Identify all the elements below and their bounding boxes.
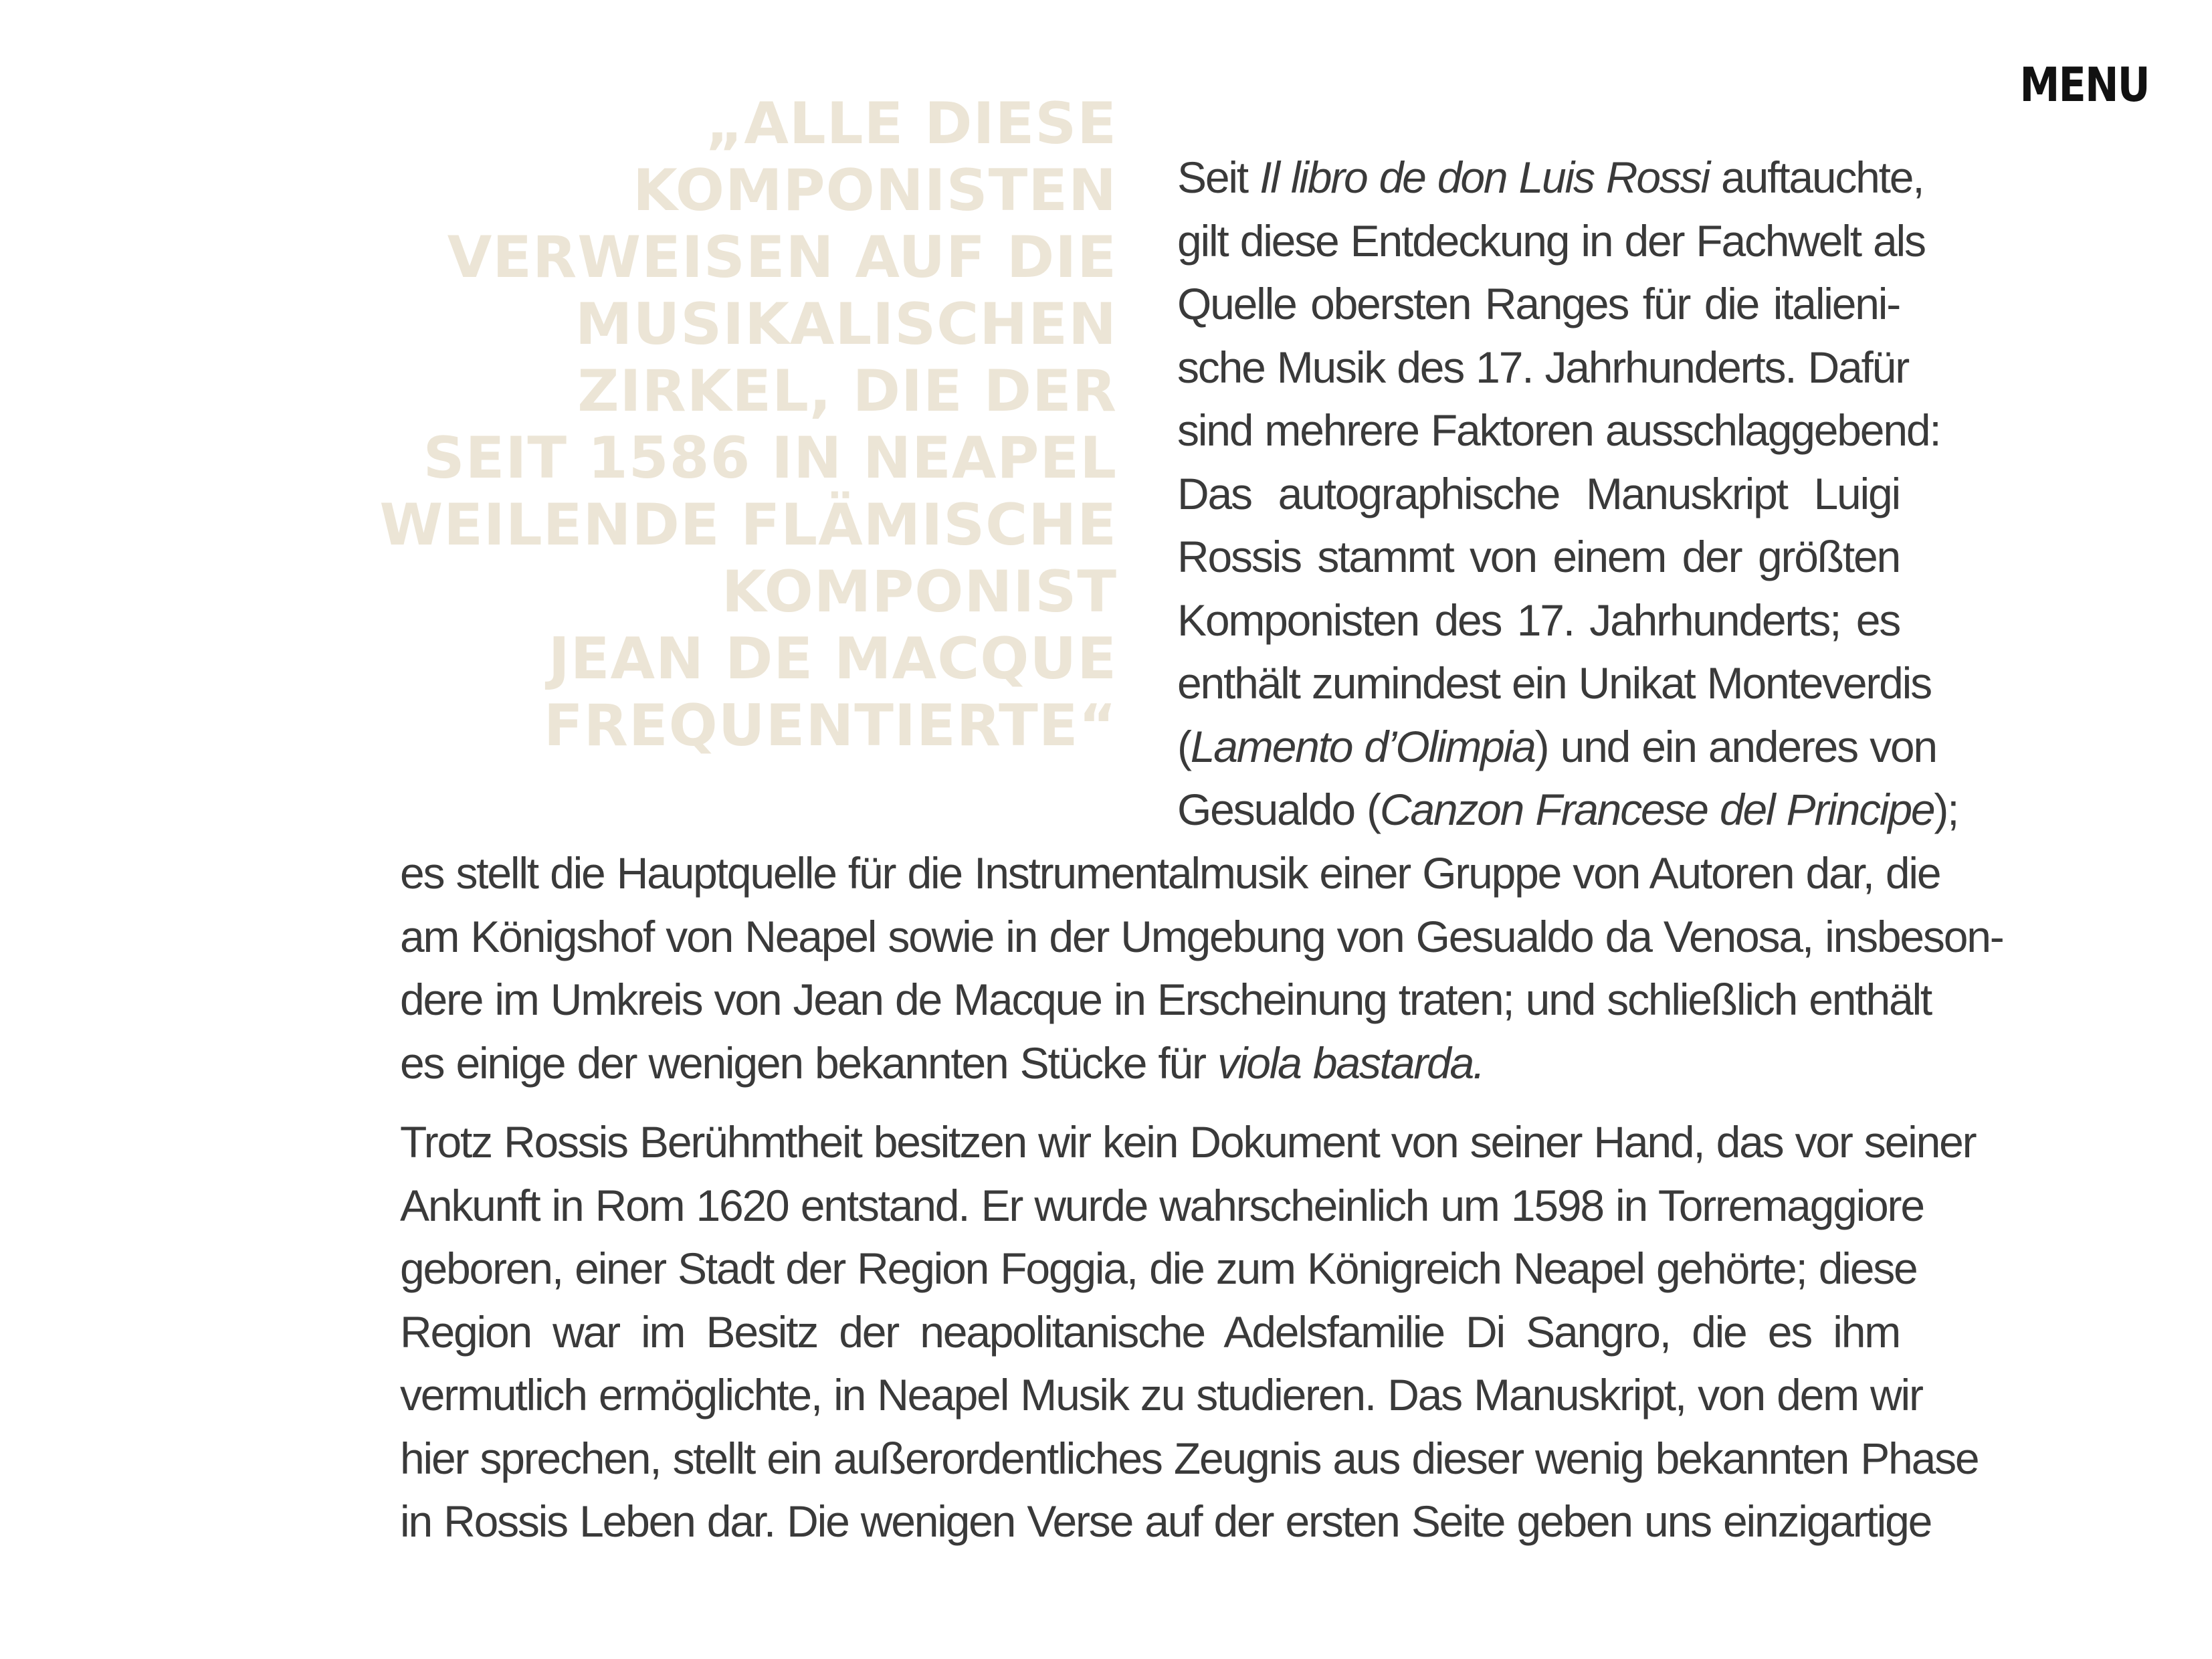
column-text-line (1177, 215, 1925, 266)
pull-quote-line: ZIRKEL, DIE DER (577, 358, 1117, 425)
italic-title: Lamento d’Olimpia (1190, 721, 1535, 771)
text-run: Quelle obersten Ranges für die italieni- (1177, 279, 1900, 328)
text-run: ); (1934, 785, 1958, 834)
pull-quote-line: WEILENDE FLÄMISCHE (379, 492, 1117, 559)
pull-quote-line: KOMPONIST (721, 559, 1117, 625)
paragraph-2-line (400, 1496, 1932, 1546)
pull-quote-line: SEIT 1586 IN NEAPEL (423, 425, 1117, 492)
paragraph-2-line (400, 1117, 1976, 1167)
italic-title: Il libro de don Luis Rossi (1260, 153, 1709, 202)
column-text-line (1177, 468, 1900, 518)
column-text-line (1177, 534, 1900, 579)
column-text-line (1177, 785, 1958, 834)
text-run: es einige der wenigen bekannten Stücke für (400, 1038, 1217, 1088)
text-run: es stellt die Hauptquelle für die Instrumentalmusik einer Gruppe von Autoren dar, die (400, 848, 1940, 898)
text-run: Das autographische Manuskript Luigi (1177, 468, 1900, 518)
column-text-line (1177, 279, 1900, 328)
text-run: auftauchte, (1708, 153, 1924, 202)
text-run: Region war im Besitz der neapolitanische Adelsfamilie Di Sangro, die es ihm (400, 1306, 1900, 1357)
pull-quote-line: FREQUENTIERTE“ (543, 692, 1117, 759)
text-run: Ankunft in Rom 1620 entstand. Er wurde wahrscheinlich um 1598 in Torremaggiore (400, 1180, 1924, 1230)
column-text-line (1177, 658, 1931, 708)
column-text-line (1177, 405, 1940, 455)
paragraph-1-line (400, 911, 2003, 961)
paragraph-1-line (400, 848, 1940, 898)
text-run: dere im Umkreis von Jean de Macque in Erscheinung traten; und schließlich enthält (400, 975, 1932, 1024)
text-run: Seit (1177, 153, 1260, 202)
column-text-line (1177, 595, 1900, 645)
text-run: vermutlich ermöglichte, in Neapel Musik zu studieren. Das Manuskript, von dem wir (400, 1370, 1922, 1420)
paragraph-2-line (400, 1370, 1922, 1420)
paragraph-1-line (400, 1038, 1900, 1088)
text-run: Gesualdo ( (1177, 785, 1380, 834)
pull-quote-line: MUSIKALISCHEN (575, 291, 1117, 358)
italic-title: viola bastarda. (1217, 1038, 1484, 1088)
text-run: enthält zumindest ein Unikat Monteverdis (1177, 658, 1931, 708)
column-text-line (1177, 342, 1908, 392)
text-run: geboren, einer Stadt der Region Foggia, die zum Königreich Neapel gehörte; diese (400, 1244, 1917, 1293)
text-run: am Königshof von Neapel sowie in der Umgebung von Gesualdo da Venosa, insbeson- (400, 911, 2003, 961)
paragraph-2-line (400, 1306, 1900, 1357)
pull-quote-line: JEAN DE MACQUE (548, 625, 1117, 692)
paragraph-2-line (400, 1433, 1979, 1483)
pull-quote-line: VERWEISEN AUF DIE (447, 224, 1117, 291)
text-run: sind mehrere Faktoren ausschlaggebend: (1177, 405, 1940, 455)
column-text-line (1177, 153, 1924, 202)
text-run: ) und ein anderes von (1534, 721, 1936, 771)
column-text-line (1177, 721, 1936, 771)
italic-title: Canzon Francese del Principe (1379, 785, 1934, 834)
pull-quote-line: KOMPONISTEN (633, 157, 1117, 224)
text-run: sche Musik des 17. Jahrhunderts. Dafür (1177, 342, 1908, 392)
text-run: hier sprechen, stellt ein außerordentliches Zeugnis aus dieser wenig bekannten Phase (400, 1433, 1979, 1483)
text-run: Trotz Rossis Berühmtheit besitzen wir kein Dokument von seiner Hand, das vor seiner (400, 1117, 1976, 1167)
text-run: ( (1177, 721, 1191, 771)
text-run: Komponisten des 17. Jahrhunderts; es (1177, 595, 1900, 645)
text-run: gilt diese Entdeckung in der Fachwelt als (1177, 215, 1925, 266)
paragraph-2-line (400, 1244, 1917, 1293)
paragraph-2-line (400, 1180, 1924, 1230)
menu-button[interactable]: MENU (2019, 58, 2149, 112)
text-run: in Rossis Leben dar. Die wenigen Verse auf der ersten Seite geben uns einzigartige (400, 1496, 1932, 1546)
pull-quote-line: „ALLE DIESE (705, 90, 1117, 157)
text-run: Rossis stammt von einem der größten (1177, 532, 1900, 581)
paragraph-1-line (400, 975, 1932, 1024)
